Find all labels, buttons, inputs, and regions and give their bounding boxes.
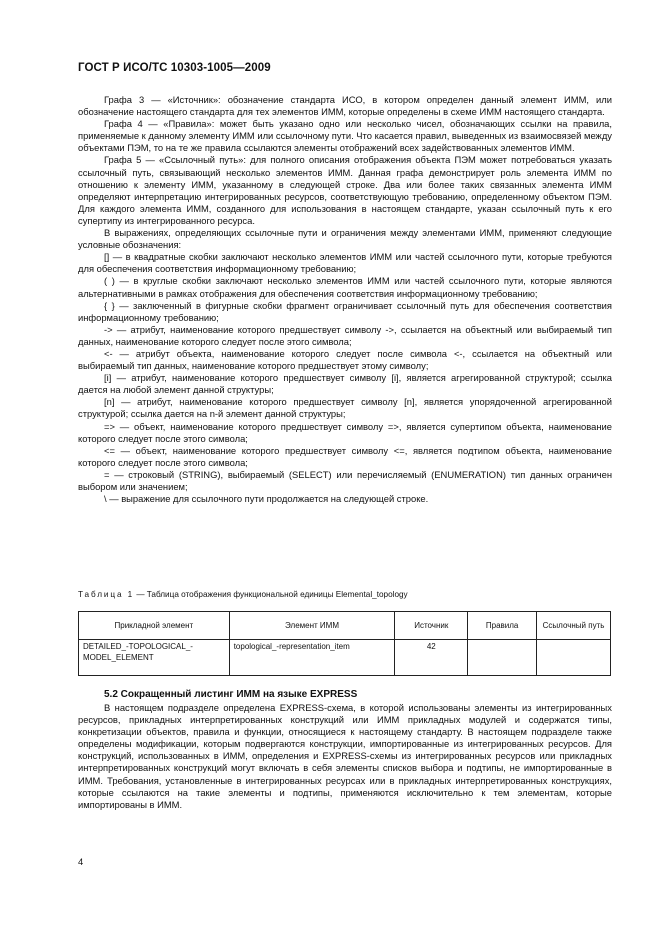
table-header-row xyxy=(79,612,611,640)
notation-square-brackets: [] — в квадратные скобки заключают несколько элементов ИММ или частей ссылочного пути, которые требуются для обеспечения соответствия информационному требованию; xyxy=(78,251,612,275)
notation-equals: = — строковый (STRING), выбираемый (SELECT) или перечисляемый (ENUMERATION) тип данных ограничен выбором или значением; xyxy=(78,468,612,492)
cell-reference-path xyxy=(537,640,611,676)
cell-rules xyxy=(468,640,537,676)
notation-subtype: <= — объект, наименование которого предшествует символу <=, является подтипом объекта, наименование которого следует после этого символа; xyxy=(78,444,612,468)
header-source: Источник xyxy=(395,612,468,640)
table-caption-text: — Таблица отображения функциональной единицы Elemental_topology xyxy=(136,590,408,599)
mapping-table xyxy=(78,611,611,676)
table-caption-label: Таблица 1 xyxy=(78,590,135,599)
cell-source: 42 xyxy=(395,640,468,676)
paragraph-column-4: Графа 4 — «Правила»: может быть указано одно или несколько чисел, обозначающих ссылки на правила, применяемые к данному элементу ИММ или ссылочному пути. Что касается правил, выведенных из взаимосвязей между объектами ПЭМ, то на те же правила ссылаются элементы отображений всех задействованных элементов ИММ. xyxy=(78,118,612,154)
notation-aggregate-n: [n] — атрибут, наименование которого предшествует символу [n], является упорядоченной агрегированной структурой; ссылка дается на n-й элемент данной структуры; xyxy=(78,396,612,420)
section-paragraph: В настоящем подразделе определена EXPRESS-схема, в которой использованы элементы из интегрированных ресурсов, прикладных интерпретированных конструкций или ИММ прикладных модулей и содержатся типы, конкретизации объектов, правила и функции, относящиеся к настоящему стандарту. В настоящем подразделе также определены модификации, которым подвергаются конструкции, импортированные из интегрированных ресурсов. Для конструкций, использованных в ИММ, определения и EXPRESS-схемы из интегрированных ресурсов или прикладных интерпретированных конструкций могут включать в себя элементы списков выбора и подтипы, не импортированные в ИММ. Требования, установленные в интегрированных ресурсах или в прикладных интерпретированных конструкциях, которые ссылаются на такие элементы и подтипы, применяются исключительно к тем элементам, которые импортированы в ИММ. xyxy=(78,702,612,810)
paragraph-column-3: Графа 3 — «Источник»: обозначение стандарта ИСО, в котором определен данный элемент ИММ, или обозначение настоящего стандарта для тех элементов ИММ, которые определены в схеме ИММ настоящего стандарта. xyxy=(78,94,612,118)
paragraph-notation-intro: В выражениях, определяющих ссылочные пути и ограничения между элементами ИММ, применяют следующие условные обозначения: xyxy=(78,227,612,251)
table-caption xyxy=(78,590,408,599)
paragraph-column-5: Графа 5 — «Ссылочный путь»: для полного описания отображения объекта ПЭМ может потребоваться указать ссылочный путь, связывающий несколько элементов ИММ. Данная графа демонстрирует роль элемента ИММ по отношению к элементу ИММ, указанному в следующей строке. Два или более таких связанных элемента ИММ определяют интерпретацию интегрированных ресурсов, соответствующую требованию, определенному объектом ПЭМ. Для каждого элемента ИММ, созданного для использования в настоящем стандарте, указан ссылочный путь к его супертипу из интегрированного ресурса. xyxy=(78,154,612,226)
notation-backslash: \ — выражение для ссылочного пути продолжается на следующей строке. xyxy=(104,493,429,505)
header-rules: Правила xyxy=(468,612,537,640)
document-header: ГОСТ Р ИСО/ТС 10303-1005—2009 xyxy=(78,62,271,74)
table-row xyxy=(79,640,611,676)
header-reference-path: Ссылочный путь xyxy=(537,612,611,640)
section-heading: 5.2 Сокращенный листинг ИММ на языке EXPRESS xyxy=(104,689,358,700)
notation-curly-brackets: { } — заключенный в фигурные скобки фрагмент ограничивает ссылочный путь для обеспечения соответствия информационному требованию; xyxy=(78,299,612,323)
header-aim-element: Элемент ИММ xyxy=(229,612,395,640)
notation-arrow-right: -> — атрибут, наименование которого предшествует символу ->, ссылается на объектный или выбираемый тип данных, наименование которого следует после этого символа; xyxy=(78,323,612,347)
notation-aggregate-i: [i] — атрибут, наименование которого предшествует символу [i], является агрегированной структурой; ссылка дается на любой элемент данной структуры; xyxy=(78,372,612,396)
cell-aim-element: topological_-representation_item xyxy=(229,640,395,676)
page-number: 4 xyxy=(78,856,84,867)
notation-arrow-left: <- — атрибут объекта, наименование которого следует после символа <-, ссылается на объектный или выбираемый тип данных, наименование которого предшествует этому символу; xyxy=(78,347,612,372)
section-5-2 xyxy=(78,688,612,811)
cell-application-element: DETAILED_-TOPOLOGICAL_-MODEL_ELEMENT xyxy=(79,640,230,676)
notation-round-brackets: ( ) — в круглые скобки заключают несколько элементов ИММ или частей ссылочного пути, которые являются альтернативными в рамках отображения для обеспечения соответствия информационному требованию; xyxy=(78,275,612,299)
body-text xyxy=(78,94,612,505)
header-application-element: Прикладной элемент xyxy=(79,612,230,640)
notation-supertype: => — объект, наименование которого предшествует символу =>, является супертипом объекта, наименование которого следует после этого символа; xyxy=(78,420,612,444)
